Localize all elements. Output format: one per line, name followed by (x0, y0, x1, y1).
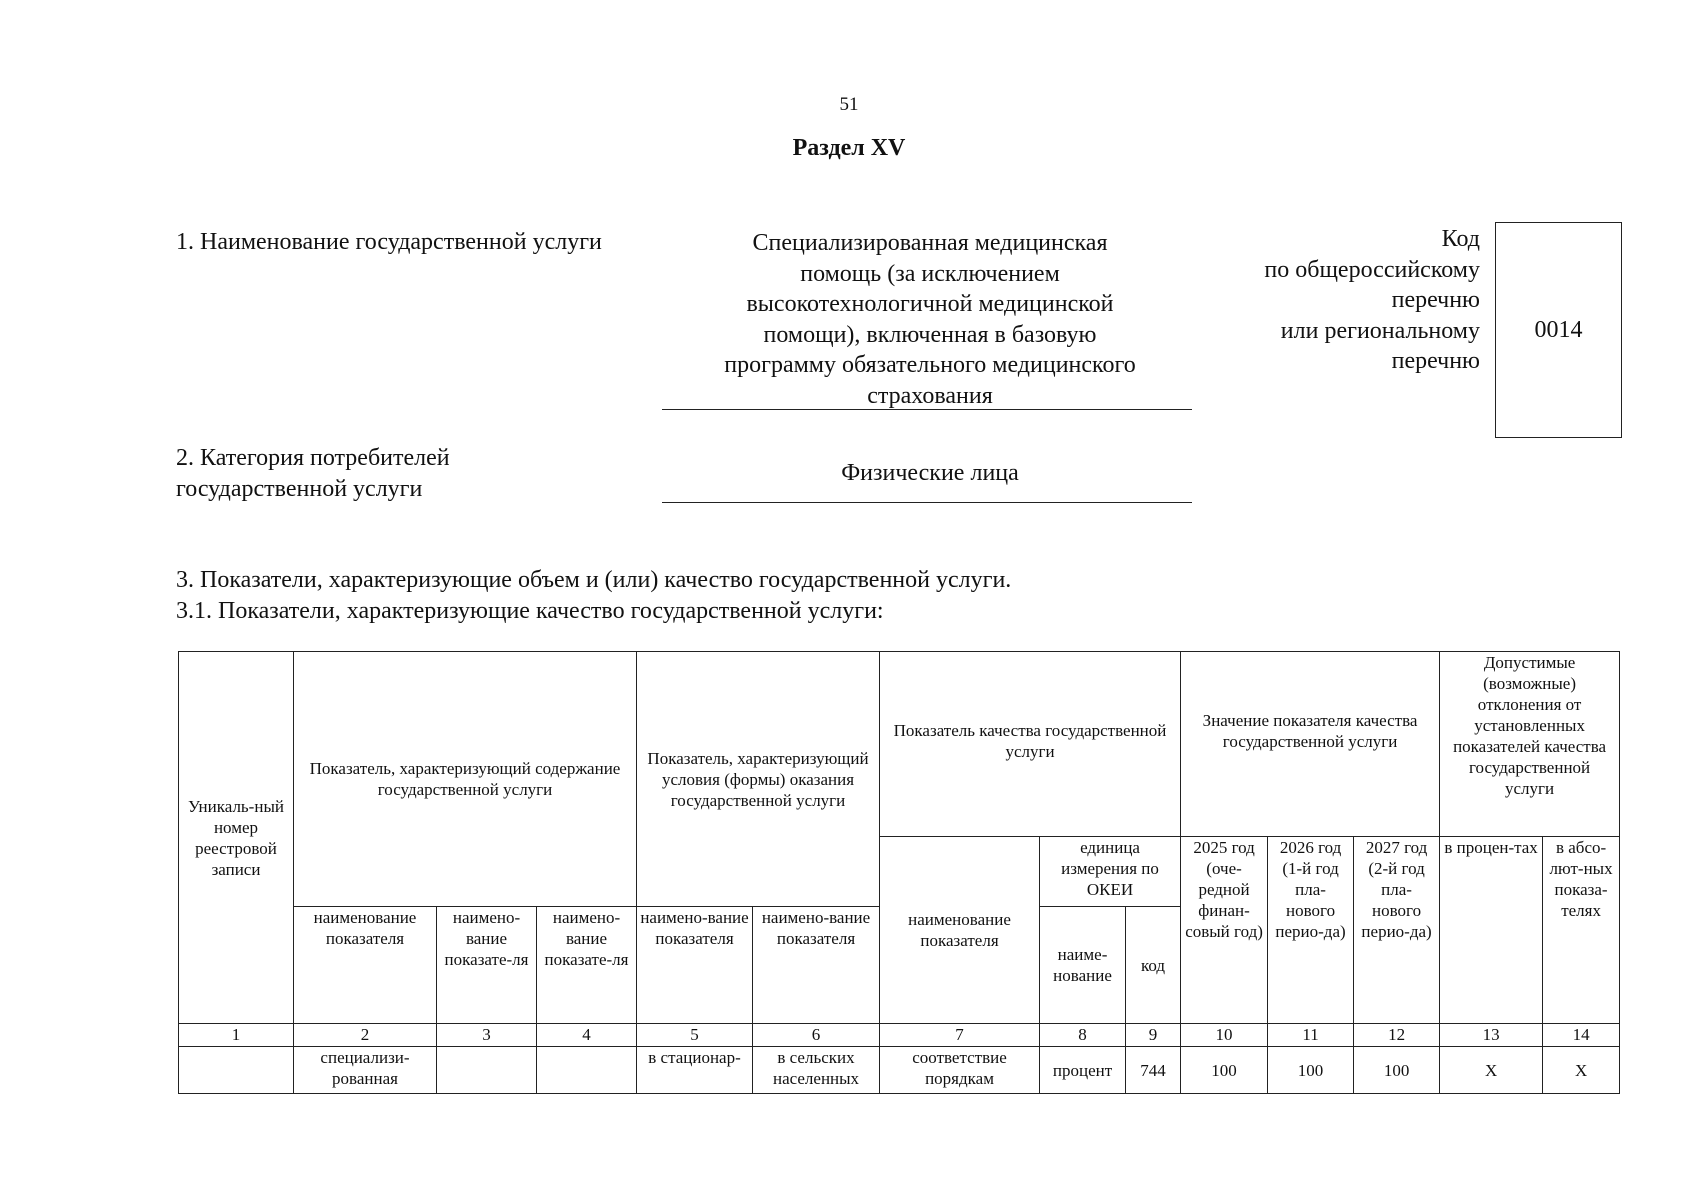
service-name-underline (662, 409, 1192, 410)
column-number: 11 (1268, 1024, 1354, 1047)
header-content-group: Показатель, характеризующий содержание государственной услуги (294, 652, 637, 907)
cell-value-2027: 100 (1354, 1047, 1440, 1094)
header-c8: наиме-нование (1040, 907, 1126, 1024)
cell-unit-code: 744 (1126, 1047, 1181, 1094)
cell-quality-indicator: соответствие порядкам (880, 1047, 1040, 1094)
column-number: 8 (1040, 1024, 1126, 1047)
service-name-line: высокотехнологичной медицинской (746, 291, 1114, 317)
service-name-label: 1. Наименование государственной услуги (176, 229, 602, 255)
section3-1-heading: 3.1. Показатели, характеризующие качество государственной услуги: (176, 598, 884, 624)
column-number: 4 (537, 1024, 637, 1047)
header-c10: 2025 год (оче-редной финан-совый год) (1181, 837, 1268, 1024)
service-name-line: страхования (867, 382, 993, 409)
page-number: 51 (839, 94, 859, 115)
code-label-line: перечню (1391, 287, 1480, 313)
column-number: 14 (1543, 1024, 1620, 1047)
column-number: 10 (1181, 1024, 1268, 1047)
header-conditions-group: Показатель, характеризующий условия (формы) оказания государственной услуги (637, 652, 880, 907)
cell-content-indicator: специализи-рованная (294, 1047, 437, 1094)
header-c13: в процен-тах (1440, 837, 1543, 1024)
header-c4: наимено-вание показате-ля (537, 907, 637, 1024)
column-number: 5 (637, 1024, 753, 1047)
column-numbers-row (179, 1024, 1620, 1047)
header-quality-group: Показатель качества государственной услуги (880, 652, 1181, 837)
column-number: 13 (1440, 1024, 1543, 1047)
service-name-line: помощь (за исключением (800, 260, 1060, 287)
service-name-line: помощи), включенная в базовую (763, 321, 1097, 348)
column-number: 2 (294, 1024, 437, 1047)
header-c7: наименование показателя (880, 837, 1040, 1024)
cell-condition-location: в сельских населенных (753, 1047, 880, 1094)
column-number: 6 (753, 1024, 880, 1047)
service-name-value (660, 228, 1200, 411)
column-number: 3 (437, 1024, 537, 1047)
column-number: 9 (1126, 1024, 1181, 1047)
cell-unique-number (179, 1047, 294, 1094)
cell-deviation-absolute: X (1543, 1047, 1620, 1094)
header-values-group: Значение показателя качества государственной услуги (1181, 652, 1440, 837)
service-name-line: программу обязательного медицинского (724, 352, 1136, 378)
consumer-category-value: Физические лица (841, 460, 1019, 486)
column-number: 12 (1354, 1024, 1440, 1047)
column-number: 7 (880, 1024, 1040, 1047)
header-row-1 (179, 652, 1620, 837)
header-c11: 2026 год (1-й год пла-нового перио-да) (1268, 837, 1354, 1024)
code-label-line: перечню (1391, 348, 1480, 374)
header-c3: наимено-вание показате-ля (437, 907, 537, 1024)
header-c14: в абсо-лют-ных показа-телях (1543, 837, 1620, 1024)
cell-value-2026: 100 (1268, 1047, 1354, 1094)
cell-c3 (437, 1047, 537, 1094)
code-value: 0014 (1534, 317, 1583, 343)
cell-condition-form: в стационар- (637, 1047, 753, 1094)
header-c6: наимено-вание показателя (753, 907, 880, 1024)
consumer-label-line: государственной услуги (176, 476, 423, 502)
cell-deviation-percent: X (1440, 1047, 1543, 1094)
header-deviation-group: Допустимые (возможные) отклонения от установленных показателей качества государственной услуги (1440, 652, 1620, 837)
code-label-line: или региональному (1280, 317, 1480, 344)
code-label-line: Код (1441, 226, 1480, 252)
table-row (179, 1047, 1620, 1094)
section3-heading: 3. Показатели, характеризующие объем и (или) качество государственной услуги. (176, 567, 1012, 593)
consumer-label-line: 2. Категория потребителей (176, 445, 450, 471)
cell-c4 (537, 1047, 637, 1094)
code-box (1495, 222, 1622, 438)
column-number: 1 (179, 1024, 294, 1047)
header-unique-number: Уникаль-ный номер реестровой записи (179, 652, 294, 1024)
code-label-line: по общероссийскому (1264, 256, 1480, 283)
header-c2: наименование показателя (294, 907, 437, 1024)
cell-unit-name: процент (1040, 1047, 1126, 1094)
quality-indicators-table (178, 651, 1620, 1094)
service-name-line: Специализированная медицинская (752, 230, 1108, 256)
header-c9: код (1126, 907, 1181, 1024)
code-label (1170, 224, 1480, 377)
header-unit-group: единица измерения по ОКЕИ (1040, 837, 1181, 907)
cell-value-2025: 100 (1181, 1047, 1268, 1094)
consumer-underline (662, 502, 1192, 503)
section-title: Раздел XV (792, 135, 906, 161)
consumer-category-label (176, 443, 450, 505)
header-c5: наимено-вание показателя (637, 907, 753, 1024)
header-c12: 2027 год (2-й год пла-нового перио-да) (1354, 837, 1440, 1024)
